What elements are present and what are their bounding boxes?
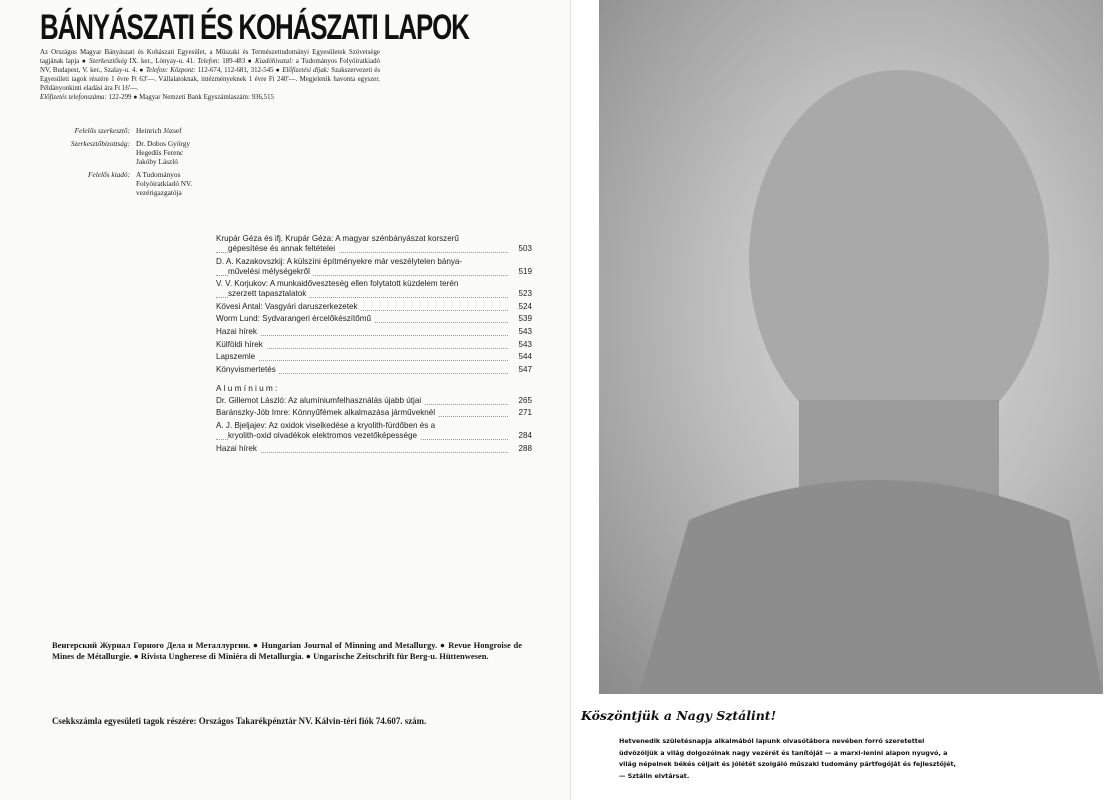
toc-title: Baránszky-Jób Imre: Könnyűfémek alkalmazása járműveknél <box>216 408 438 417</box>
staff-name: A Tudományos <box>136 170 181 179</box>
info-elofiz-tel-label: Előfizetés telefonszáma: <box>40 94 107 102</box>
toc-entry[interactable] <box>216 327 532 337</box>
toc-entry[interactable] <box>216 314 532 324</box>
toc-page: 544 <box>518 352 532 362</box>
staff-role: Szerkesztőbizottság: <box>70 139 130 148</box>
toc-entry[interactable] <box>216 444 532 454</box>
toc-title-cont: szerzett tapasztalatok <box>228 289 309 298</box>
toc-title-cont: művelési mélységekről <box>228 267 313 276</box>
staff-row <box>40 139 192 166</box>
toc-entry[interactable] <box>216 302 532 312</box>
shoulders-silhouette <box>639 480 1103 694</box>
staff-names <box>136 170 192 197</box>
info-tel2-value: 112-674, 112-681, 312-545 ● <box>195 67 283 75</box>
staff-name: Hegedűs Ferenc <box>136 148 184 157</box>
publisher-info <box>40 48 380 103</box>
toc-title-cont: kryolith-oxid olvadékok elektromos vezetőképessége <box>228 431 420 440</box>
portrait-shape <box>599 0 1103 694</box>
info-kiado-label: Kiadóhivatal: <box>255 58 294 66</box>
toc-title: Worm Lund: Sydvarangeri ércelőkészítőmű <box>216 314 374 323</box>
info-elofiz-value: Szakszervezeti és Egyesületi tagok részére 1 évre Ft 63'—. Vállalatoknak, intézményeknek 1 évre Ft 240'—. Megjelenik havonta egyszer. Példányonkinti eladási ára Ft 16'—. <box>40 67 381 93</box>
toc-title: Dr. Gillemot László: Az alumíniumfelhasználás újabb útjai <box>216 396 424 405</box>
toc-entry[interactable] <box>216 279 532 299</box>
toc-entry[interactable] <box>216 408 532 418</box>
staff-role: Felelős szerkesztő: <box>74 126 130 135</box>
toc-title: Hazai hírek <box>216 444 260 453</box>
right-page <box>570 0 1114 800</box>
staff-name: Heinrich József <box>136 126 182 135</box>
toc-page: 284 <box>518 430 532 440</box>
toc-entry[interactable] <box>216 396 532 406</box>
toc-page: 539 <box>518 314 532 324</box>
head-silhouette <box>749 70 1049 450</box>
staff-names <box>136 139 190 166</box>
portrait-placeholder <box>599 0 1103 694</box>
toc-page: 271 <box>518 408 532 418</box>
toc-title: A. J. Bjeljajev: Az oxidok viselkedése a kryolith-fürdőben és a <box>216 420 436 430</box>
toc-page: 519 <box>518 266 532 276</box>
toc-entry[interactable] <box>216 257 532 277</box>
toc-page: 523 <box>518 289 532 299</box>
info-kiado-value: a Tudományos Folyóiratkiadó NV, Budapest, V. ker., Szalay-u. 4. ● <box>40 58 380 75</box>
staff-names <box>136 126 182 135</box>
toc-title: D. A. Kazakovszkij: A külszíni építményekre már veszélytelen bánya- <box>216 256 463 266</box>
staff-list <box>40 126 192 201</box>
toc-page: 524 <box>518 301 532 311</box>
toc-page: 288 <box>518 443 532 453</box>
toc-title: Hazai hírek <box>216 327 260 336</box>
masthead-title: BÁNYÁSZATI ÉS KOHÁSZATI LAPOK <box>40 8 469 47</box>
staff-name: vezérigazgatója <box>136 188 182 197</box>
info-elofiz-tel-value: 122-299 ● Magyar Nemzeti Bank Egyszámlaszám: 936,515 <box>106 94 274 102</box>
journal-foreign-titles: Венгерский Журнал Горного Дела и Металлургии. ● Hungarian Journal of Minning and Metallurgy. ● Revue Hongroise de Mines de Métallurgie. ● Rivista Ungherese di Miniéra di Metallurgia. ● Ungarische Zeitschrift für Berg-u. Hüttenwesen. <box>52 640 522 661</box>
toc-title: Könyvismertetés <box>216 365 279 374</box>
toc-entry[interactable] <box>216 340 532 350</box>
staff-row <box>40 170 192 197</box>
toc-title: Külföldi hírek <box>216 340 266 349</box>
toc-entry[interactable] <box>216 421 532 441</box>
toc-page: 543 <box>518 326 532 336</box>
toc-section-title: Alumínium: <box>216 382 280 393</box>
info-elofiz-label: Előfizetési díjak: <box>282 67 330 75</box>
info-tel2-label: Telefon: Központ: <box>145 67 196 75</box>
caption-text: Hetvenedik születésnapja alkalmából lapunk olvasótábora nevében forró szeretettel üdvözöljük a világ dolgozóinak nagy vezérét és tanítóját — a marxi-lenini alapon nyugvó, a világ népeinek békés céljait és jólétét szolgáló műszaki tudomány pártfogóját és fejlesztőjét, — Sztálin elvtársat. <box>619 737 956 780</box>
staff-role: Felelős kiadó: <box>88 170 130 179</box>
staff-name: Jakóby László <box>136 157 178 166</box>
toc-entry[interactable] <box>216 234 532 254</box>
toc-page: 547 <box>518 364 532 374</box>
toc-entry[interactable] <box>216 352 532 362</box>
toc-title: Kövesi Antal: Vasgyári daruszerkezetek <box>216 302 361 311</box>
toc-page: 543 <box>518 339 532 349</box>
toc-title: V. V. Korjukov: A munkaidőveszteség ellen folytatott küzdelem terén <box>216 279 459 289</box>
toc-title-cont: gépesítése és annak feltételei <box>228 244 338 253</box>
info-szerk-value: IX. ker., Lónyay-u. 41. <box>127 58 198 66</box>
toc-title: Lapszemle <box>216 352 258 361</box>
bank-account-line: Csekkszámla egyesületi tagok részére: Országos Takarékpénztár NV. Kálvin-téri fiók 74.607. szám. <box>52 716 427 726</box>
info-p1: Az Országos Magyar Bányászati és Kohászati Egyesület, a Műszaki és Természettudományi Egyesületek Szövetsége tagjának lapja <box>40 49 380 66</box>
info-tel-label: Telefon: <box>197 58 220 66</box>
info-tel-value: 189-483 ● <box>219 58 256 66</box>
staff-name: Dr. Dobos György <box>136 139 190 148</box>
staff-row <box>40 126 192 135</box>
table-of-contents <box>216 234 532 456</box>
toc-entry[interactable] <box>216 365 532 375</box>
toc-page: 265 <box>518 395 532 405</box>
toc-page: 503 <box>518 244 532 253</box>
toc-title: Krupár Géza és ifj. Krupár Géza: A magyar szénbányászat korszerű <box>216 234 459 243</box>
info-szerk-label: Szerkesztőség <box>89 58 127 66</box>
staff-name: Folyóiratkiadó NV. <box>136 179 193 188</box>
info-bullet: ● <box>79 58 90 66</box>
caption-title: Köszöntjük a Nagy Sztálint! <box>581 708 777 723</box>
